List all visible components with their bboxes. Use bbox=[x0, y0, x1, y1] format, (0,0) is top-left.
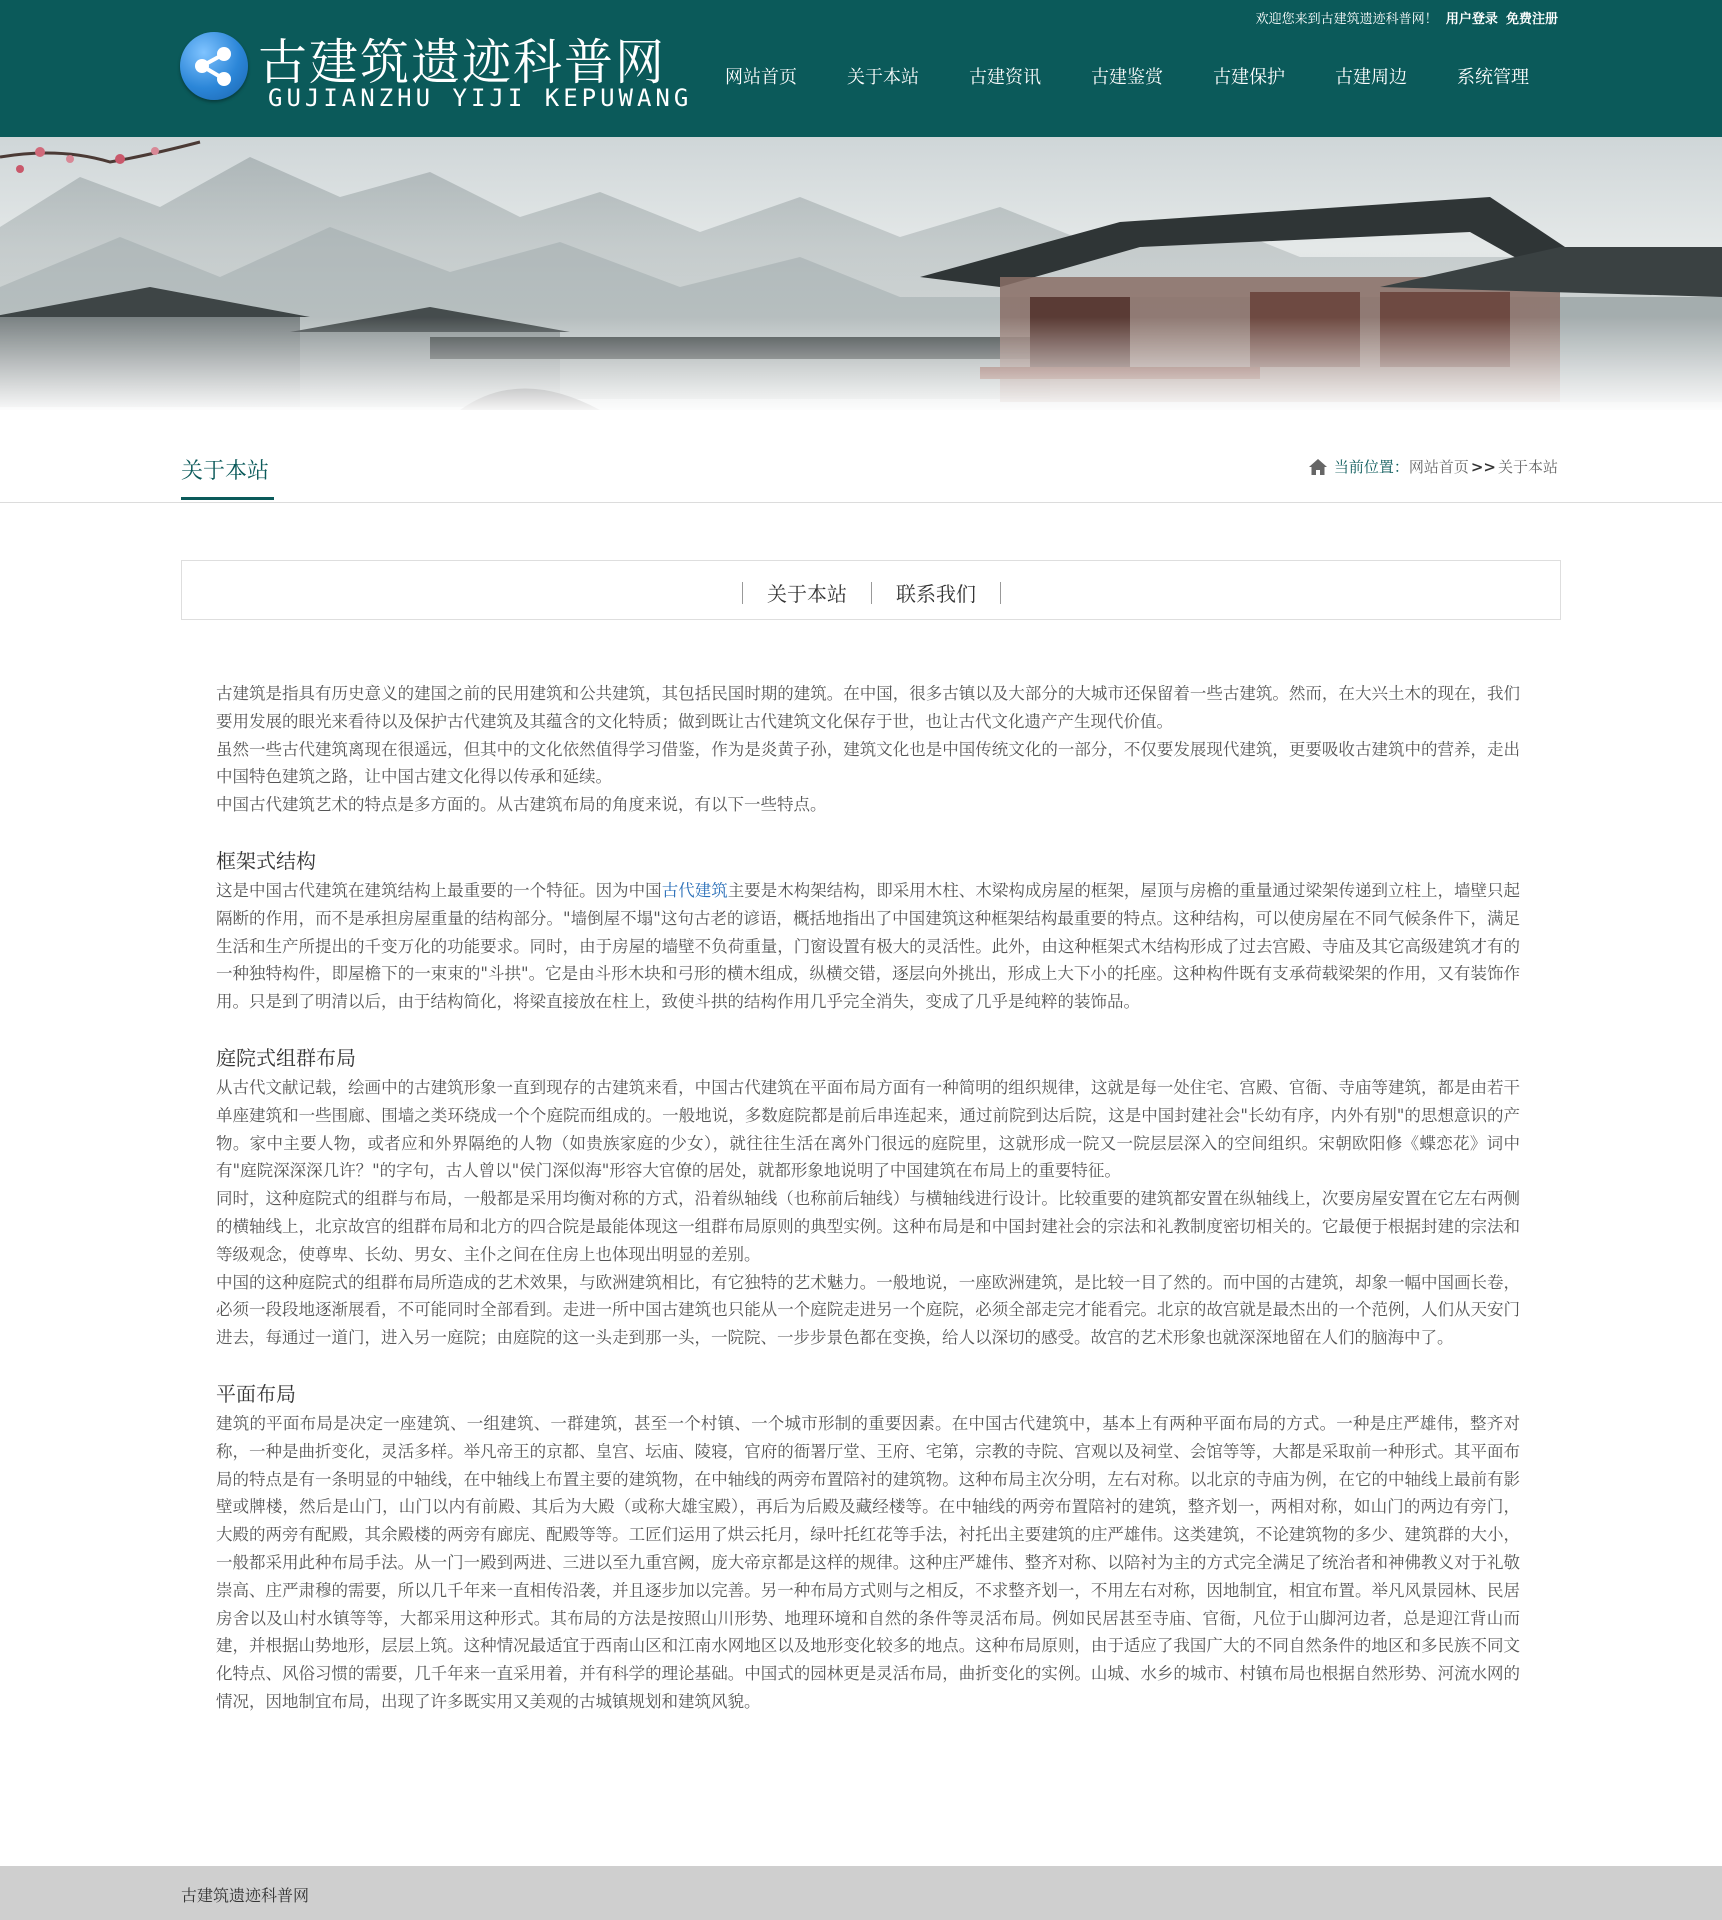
subnav-item-contact[interactable]: 联系我们 bbox=[896, 582, 976, 606]
courtyard-paragraph: 中国的这种庭院式的组群布局所造成的艺术效果，与欧洲建筑相比，有它独特的艺术魅力。一般地说，一座欧洲建筑，是比较一目了然的。而中国的古建筑，却象一幅中国画长卷，必须一段段地逐渐展看，不可能同时全部看到。走进一所中国古建筑也只能从一个庭院走进另一个庭院，必须全部走完才能看完。北京的故宫就是最杰出的一个范例，人们从天安门进去，每通过一道门，进入另一庭院；由庭院的这一头走到那一头，一院院、一步步景色都在变换，给人以深切的感受。故宫的艺术形象也就深深地留在人们的脑海中了。 bbox=[216, 1272, 1520, 1348]
nav-item-appreciation[interactable]: 古建鉴赏 bbox=[1091, 67, 1163, 88]
intro-paragraph: 虽然一些古代建筑离现在很遥远，但其中的文化依然值得学习借鉴，作为是炎黄子孙，建筑文化也是中国传统文化的一部分，不仅要发展现代建筑，更要吸收古建筑中的营养，走出中国特色建筑之路，让中国古建文化得以传承和延续。 bbox=[216, 739, 1520, 787]
site-footer bbox=[0, 1866, 1722, 1920]
courtyard-paragraph: 从古代文献记载，绘画中的古建筑形象一直到现存的古建筑来看，中国古代建筑在平面布局方面有一种简明的组织规律，这就是每一处住宅、宫殿、官衙、寺庙等建筑，都是由若干单座建筑和一些围廊、围墙之类环绕成一个个庭院而组成的。一般地说，多数庭院都是前后串连起来，通过前院到达后院，这是中国封建社会"长幼有序，内外有别"的思想意识的产物。家中主要人物，或者应和外界隔绝的人物（如贵族家庭的少女），就往往生活在离外门很远的庭院里，这就形成一院又一院层层深入的空间组织。宋朝欧阳修《蝶恋花》词中有"庭院深深深几许？"的字句，古人曾以"侯门深似海"形容大官僚的居处，就都形象地说明了中国建筑在布局上的重要特征。 bbox=[216, 1077, 1520, 1181]
section-heading-plan-layout: 平面布局 bbox=[216, 1381, 296, 1406]
breadcrumb-current: 关于本站 bbox=[1497, 458, 1558, 476]
register-link[interactable]: 免费注册 bbox=[1505, 12, 1558, 27]
breadcrumb-separator: >> bbox=[1470, 457, 1496, 476]
page-title: 关于本站 bbox=[181, 459, 270, 484]
sub-nav bbox=[181, 560, 1561, 620]
subnav-divider bbox=[1000, 582, 1001, 604]
breadcrumb-home[interactable]: 网站首页 bbox=[1408, 458, 1469, 476]
section-heading-frame-structure: 框架式结构 bbox=[216, 848, 316, 873]
nav-item-home[interactable]: 网站首页 bbox=[725, 67, 797, 88]
breadcrumb-label: 当前位置： bbox=[1333, 458, 1409, 476]
ancient-architecture-link[interactable]: 古代建筑 bbox=[661, 880, 728, 900]
intro-paragraph: 中国古代建筑艺术的特点是多方面的。从古建筑布局的角度来说，有以下一些特点。 bbox=[216, 795, 827, 815]
top-links bbox=[1252, 8, 1558, 27]
article-content bbox=[216, 680, 1520, 1716]
intro-paragraph: 古建筑是指具有历史意义的建国之前的民用建筑和公共建筑，其包括民国时期的建筑。在中国，很多古镇以及大部分的大城市还保留着一些古建筑。然而，在大兴土木的现在，我们要用发展的眼光来看待以及保护古代建筑及其蕴含的文化特质；做到既让古代建筑文化保存于世，也让古代文化遗产产生现代价值。 bbox=[216, 684, 1520, 731]
page-title-underline bbox=[181, 497, 274, 500]
plan-layout-paragraph: 建筑的平面布局是决定一座建筑、一组建筑、一群建筑，甚至一个村镇、一个城市形制的重要因素。在中国古代建筑中，基本上有两种平面布局的方式。一种是庄严雄伟，整齐对称，一种是曲折变化，灵活多样。举凡帝王的京都、皇宫、坛庙、陵寝，官府的衙署厅堂、王府、宅第，宗教的寺院、宫观以及祠堂、会馆等等，大都是采取前一种形式。其平面布局的特点是有一条明显的中轴线，在中轴线上布置主要的建筑物，在中轴线的两旁布置陪衬的建筑物。这种布局主次分明，左右对称。以北京的寺庙为例，在它的中轴线上最前有影壁或牌楼，然后是山门，山门以内有前殿、其后为大殿（或称大雄宝殿），再后为后殿及藏经楼等。在中轴线的两旁布置陪衬的建筑，整齐划一，两相对称，如山门的两边有旁门，大殿的两旁有配殿，其余殿楼的两旁有廊庑、配殿等等。工匠们运用了烘云托月，绿叶托红花等手法，衬托出主要建筑的庄严雄伟。这类建筑，不论建筑物的多少、建筑群的大小，一般都采用此种布局手法。从一门一殿到两进、三进以至九重宫阙，庞大帝京都是这样的规律。这种庄严雄伟、整齐对称、以陪衬为主的方式完全满足了统治者和神佛教义对于礼敬崇高、庄严肃穆的需要，所以几千年来一直相传沿袭，并且逐步加以完善。另一种布局方式则与之相反，不求整齐划一，不用左右对称，因地制宜，相宜布置。举凡风景园林、民居房舍以及山村水镇等等，大都采用这种形式。其布局的方法是按照山川形势、地理环境和自然的条件等灵活布局。例如民居甚至寺庙、官衙，凡位于山脚河边者，总是迎江背山而建，并根据山势地形，层层上筑。这种情况最适宜于西南山区和江南水网地区以及地形变化较多的地点。这种布局原则，由于适应了我国广大的不同自然条件的地区和多民族不同文化特点、风俗习惯的需要，几千年来一直采用着，并有科学的理论基础。中国式的园林更是灵活布局，曲折变化的实例。山城、水乡的城市、村镇布局也根据自然形势、河流水网的情况，因地制宜布局，出现了许多既实用又美观的古城镇规划和建筑风貌。 bbox=[216, 1413, 1520, 1711]
banner-image bbox=[0, 137, 1722, 410]
nav-item-surroundings[interactable]: 古建周边 bbox=[1335, 67, 1407, 88]
page-title-bar bbox=[0, 410, 1722, 503]
section-heading-courtyard-layout: 庭院式组群布局 bbox=[216, 1045, 356, 1070]
courtyard-paragraph: 同时，这种庭院式的组群与布局，一般都是采用均衡对称的方式，沿着纵轴线（也称前后轴线）与横轴线进行设计。比较重要的建筑都安置在纵轴线上，次要房屋安置在它左右两侧的横轴线上，北京故宫的组群布局和北方的四合院是最能体现这一组群布局原则的典型实例。这种布局是和中国封建社会的宗法和礼教制度密切相关的。它最便于根据封建的宗法和等级观念，使尊卑、长幼、男女、主仆之间在住房上也体现出明显的差别。 bbox=[216, 1189, 1520, 1264]
login-link[interactable]: 用户登录 bbox=[1445, 12, 1498, 27]
breadcrumb bbox=[1308, 456, 1558, 477]
home-icon bbox=[1308, 458, 1328, 476]
logo-title: 古建筑遗迹科普网 bbox=[258, 34, 667, 91]
share-logo-icon bbox=[180, 32, 248, 100]
welcome-text: 欢迎您来到古建筑遗迹科普网！ bbox=[1255, 12, 1438, 27]
site-logo[interactable] bbox=[180, 24, 693, 114]
frame-structure-paragraph: 这是中国古代建筑在建筑结构上最重要的一个特征。因为中国古代建筑主要是木构架结构，即采用木柱、木梁构成房屋的框架，屋顶与房檐的重量通过梁架传递到立柱上，墙壁只起隔断的作用，而不是承担房屋重量的结构部分。"墙倒屋不塌"这句古老的谚语，概括地指出了中国建筑这种框架结构最重要的特点。这种结构，可以使房屋在不同气候条件下，满足生活和生产所提出的千变万化的功能要求。同时，由于房屋的墙壁不负荷重量，门窗设置有极大的灵活性。此外，由这种框架式木结构形成了过去宫殿、寺庙及其它高级建筑才有的一种独特构件，即屋檐下的一束束的"斗拱"。它是由斗形木块和弓形的横木组成，纵横交错，逐层向外挑出，形成上大下小的托座。这种构件既有支承荷载梁架的作用，又有装饰作用。只是到了明清以后，由于结构简化，将梁直接放在柱上，致使斗拱的结构作用几乎完全消失，变成了几乎是纯粹的装饰品。 bbox=[216, 880, 1521, 1012]
nav-item-protection[interactable]: 古建保护 bbox=[1213, 67, 1285, 88]
nav-item-about[interactable]: 关于本站 bbox=[847, 67, 919, 88]
logo-subtitle: GUJIANZHU YIJI KEPUWANG bbox=[268, 84, 693, 112]
footer-text: 古建筑遗迹科普网 bbox=[181, 1886, 310, 1905]
subnav-item-about[interactable]: 关于本站 bbox=[767, 582, 847, 606]
main-nav bbox=[700, 63, 1554, 89]
nav-item-news[interactable]: 古建资讯 bbox=[969, 67, 1041, 88]
nav-item-admin[interactable]: 系统管理 bbox=[1457, 67, 1529, 88]
site-header bbox=[0, 0, 1722, 137]
